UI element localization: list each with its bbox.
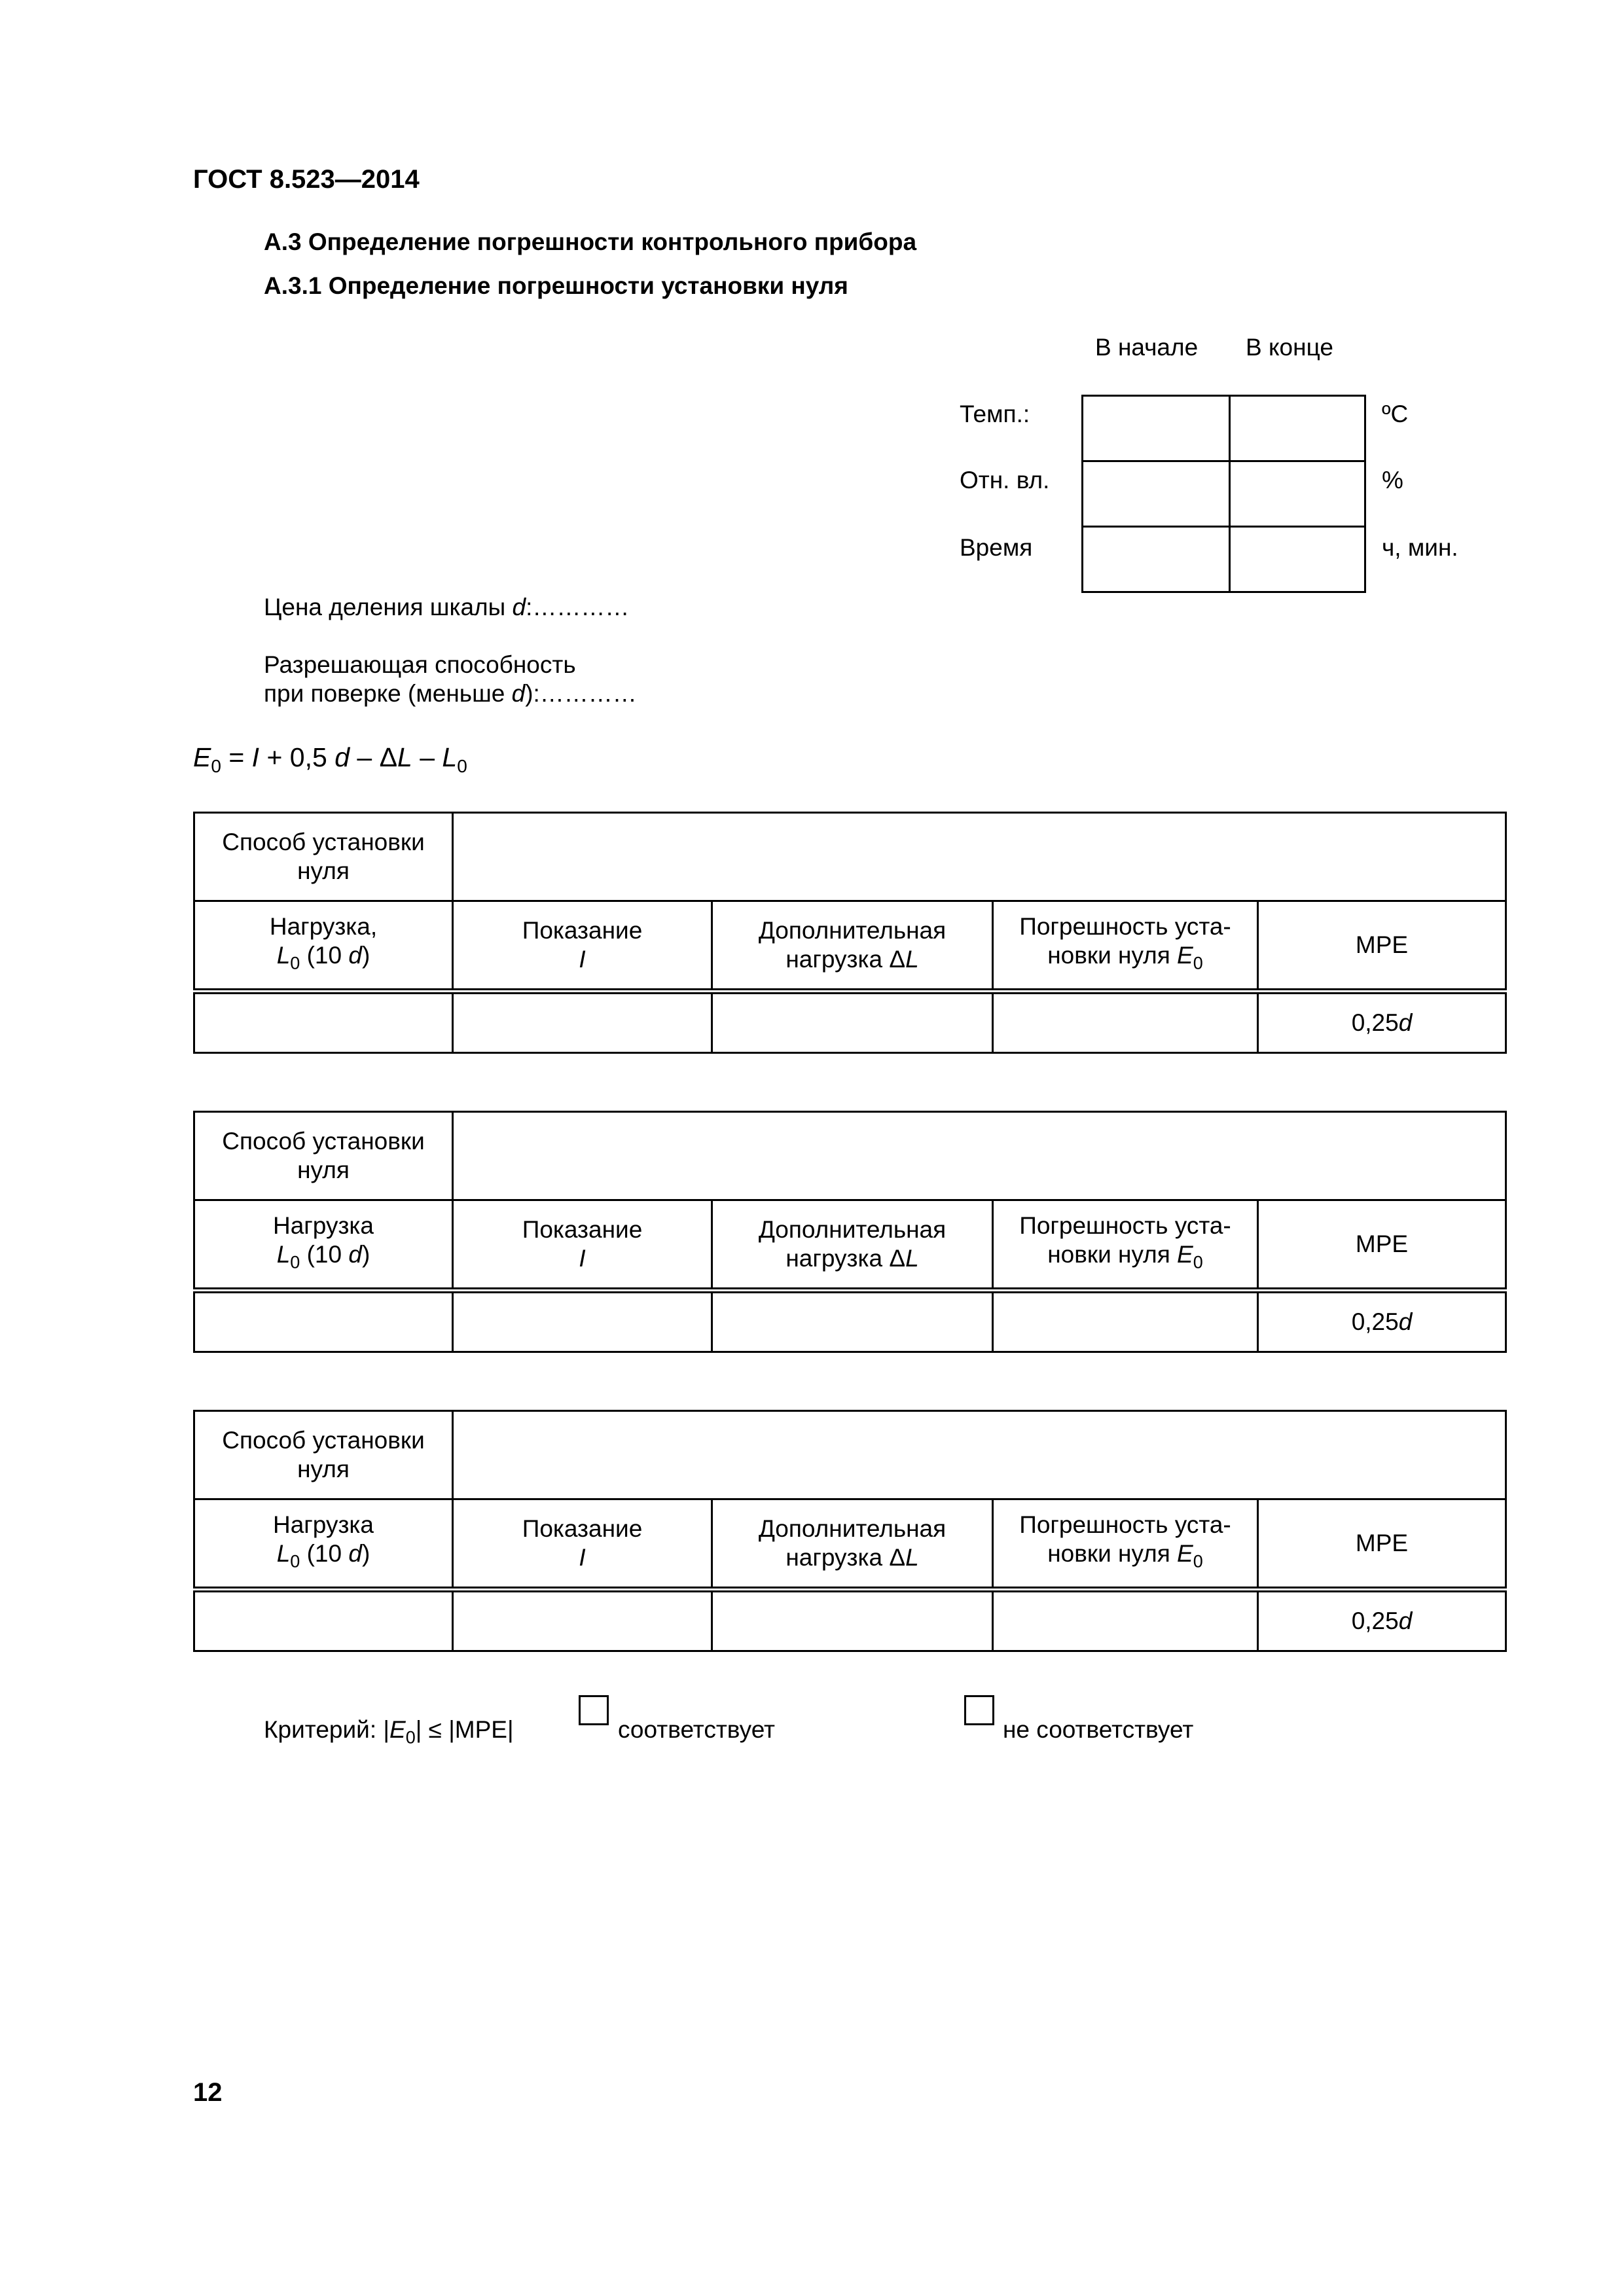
zero-setting-table-1 — [193, 812, 1507, 1054]
load-value-field[interactable] — [194, 992, 453, 1053]
conditions-label-humidity: Отн. вл. — [960, 467, 1050, 493]
mpe-header: MPE — [1258, 901, 1506, 992]
method-label-cell: Способ установки нуля — [194, 1112, 453, 1200]
temp-end-field[interactable] — [1230, 396, 1365, 461]
extra-load-header: Дополнительная нагрузка ΔL — [712, 901, 993, 992]
conditions-unit-temp: ºC — [1382, 401, 1409, 427]
method-label-cell: Способ установки нуля — [194, 813, 453, 901]
load-header: Нагрузка $L_0$ (10 d) — [194, 1200, 453, 1291]
zero-setting-table-2 — [193, 1111, 1507, 1353]
extra-load-value-field[interactable] — [712, 1291, 993, 1352]
humidity-end-field[interactable] — [1230, 461, 1365, 527]
conditions-label-time: Время — [960, 534, 1033, 561]
load-header: Нагрузка $L_0$ (10 d) — [194, 1499, 453, 1590]
fail-checkbox[interactable] — [964, 1695, 994, 1725]
method-value-field[interactable] — [453, 1112, 1506, 1200]
extra-load-header: Дополнительная нагрузка ΔL — [712, 1200, 993, 1291]
load-value-field[interactable] — [194, 1291, 453, 1352]
reading-header: Показание I — [453, 901, 712, 992]
conditions-unit-humidity: % — [1382, 467, 1403, 493]
subsection-title: А.3.1 Определение погрешности установки нуля — [264, 272, 848, 299]
time-end-field[interactable] — [1230, 527, 1365, 592]
zero-error-header: Погрешность уста- новки нуля $E_0$ — [993, 1499, 1258, 1590]
criterion-text: Критерий: $|E_0| \le |MPE|$ — [264, 1716, 514, 1748]
load-value-field[interactable] — [194, 1590, 453, 1651]
document-header: ГОСТ 8.523—2014 — [193, 165, 420, 194]
conditions-col-end: В конце — [1246, 334, 1333, 361]
time-start-field[interactable] — [1083, 527, 1230, 592]
extra-load-value-field[interactable] — [712, 992, 993, 1053]
zero-error-header: Погрешность уста- новки нуля $E_0$ — [993, 901, 1258, 992]
zero-error-formula: $E_0 = I + 0,5$ d – ΔL – $L_0$ — [193, 742, 467, 777]
zero-error-header: Погрешность уста- новки нуля $E_0$ — [993, 1200, 1258, 1291]
pass-label: соответствует — [618, 1716, 775, 1743]
temp-start-field[interactable] — [1083, 396, 1230, 461]
page-number: 12 — [193, 2078, 223, 2107]
section-title: А.3 Определение погрешности контрольного прибора — [264, 228, 917, 255]
reading-header: Показание I — [453, 1499, 712, 1590]
method-value-field[interactable] — [453, 813, 1506, 901]
mpe-header: MPE — [1258, 1200, 1506, 1291]
zero-error-value-field[interactable] — [993, 1291, 1258, 1352]
extra-load-header: Дополнительная нагрузка ΔL — [712, 1499, 993, 1590]
zero-setting-table-3 — [193, 1410, 1507, 1652]
extra-load-value-field[interactable] — [712, 1590, 993, 1651]
humidity-start-field[interactable] — [1083, 461, 1230, 527]
reading-header: Показание I — [453, 1200, 712, 1291]
load-header: Нагрузка, $L_0$ (10 d) — [194, 901, 453, 992]
fail-label: не соответствует — [1003, 1716, 1194, 1743]
method-value-field[interactable] — [453, 1411, 1506, 1499]
resolution-field[interactable]: Разрешающая способность при поверке (меньше d):………… — [264, 651, 637, 707]
conditions-table — [1081, 395, 1366, 593]
method-label-cell: Способ установки нуля — [194, 1411, 453, 1499]
zero-error-value-field[interactable] — [993, 992, 1258, 1053]
mpe-value: 0,25d — [1258, 1590, 1506, 1651]
pass-checkbox[interactable] — [579, 1695, 609, 1725]
zero-error-value-field[interactable] — [993, 1590, 1258, 1651]
mpe-value: 0,25d — [1258, 1291, 1506, 1352]
conditions-label-temp: Темп.: — [960, 401, 1030, 427]
reading-value-field[interactable] — [453, 992, 712, 1053]
mpe-header: MPE — [1258, 1499, 1506, 1590]
scale-division-field[interactable]: Цена деления шкалы d:………… — [264, 594, 630, 620]
conditions-col-start: В начале — [1095, 334, 1199, 361]
reading-value-field[interactable] — [453, 1590, 712, 1651]
conditions-unit-time: ч, мин. — [1382, 534, 1458, 561]
reading-value-field[interactable] — [453, 1291, 712, 1352]
mpe-value: 0,25d — [1258, 992, 1506, 1053]
